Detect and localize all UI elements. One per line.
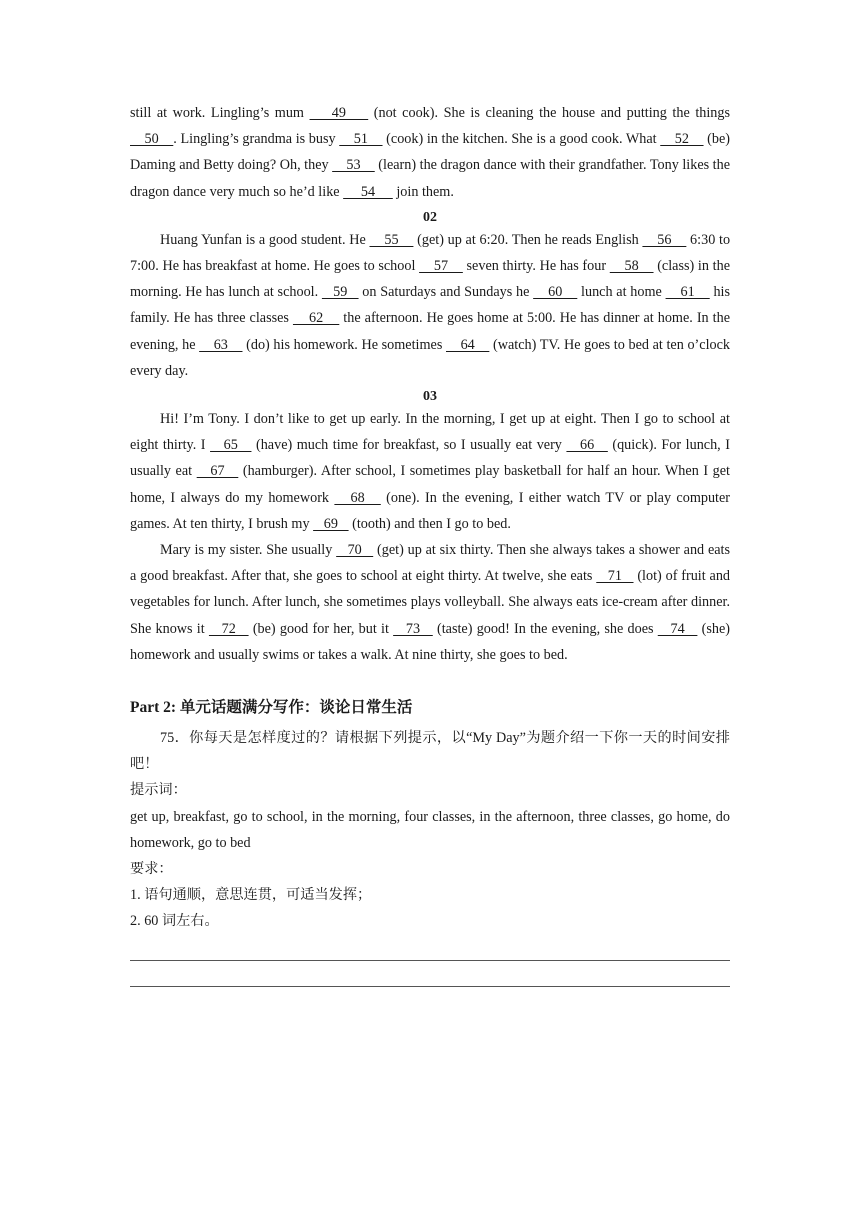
passage-03-paragraph-2: [130, 537, 730, 668]
answer-blank[interactable]: 59: [321, 284, 359, 301]
section-heading-03: 03: [423, 389, 437, 405]
passage-text: still at work. Lingling’s mum: [130, 105, 310, 121]
section-heading-02: 02: [423, 209, 437, 225]
passage-text: (get) up at six thirty. Then she always takes a shower and eats a good breakfast. After that, she goes to school at eight thirty. At twelve, she eats: [130, 542, 731, 585]
passage-text: (one). In the evening, I either watch TV or play computer games. At ten thirty, I brush my: [130, 489, 731, 532]
passage-text: (she) homework and usually swims or takes a walk. At nine thirty, she goes to bed.: [130, 620, 731, 663]
passage-text: lunch at home: [577, 284, 666, 301]
passage-text: on Saturdays and Sundays he: [358, 284, 534, 301]
part-2-title: Part 2: 单元话题满分写作：谈论日常生活: [130, 699, 413, 717]
answer-blank[interactable]: 68: [334, 489, 381, 506]
passage-text: Huang Yunfan is a good student. He: [160, 231, 370, 248]
passage-text: (be) Daming and Betty doing? Oh, they: [130, 131, 731, 174]
requirements-label: 要求：: [130, 861, 173, 878]
answer-blank[interactable]: 62: [292, 310, 340, 327]
passage-text: 6:30 to 7:00. He has breakfast at home. He goes to school: [130, 231, 731, 275]
passage-text: the afternoon. He goes home at 5:00. He has dinner at home. In the evening, he: [130, 310, 730, 353]
passage-text: Mary is my sister. She usually: [160, 542, 337, 559]
document-page: [130, 100, 730, 987]
answer-blank[interactable]: 55: [369, 231, 414, 248]
passage-text: (learn) the dragon dance with their grandfather. Tony likes the dragon dance very much so he’d like: [130, 157, 731, 200]
passage-02-paragraph: [130, 227, 730, 384]
answer-blank[interactable]: 69: [313, 515, 349, 532]
answer-blank[interactable]: 71: [596, 568, 634, 585]
question-75-prompt: 75．你每天是怎样度过的？请根据下列提示，以“My Day”为题介绍一下你一天的时间安排吧！: [130, 730, 730, 773]
passage-text: seven thirty. He has four: [462, 258, 610, 275]
hint-label: 提示词：: [130, 782, 187, 799]
passage-text: his family. He has three classes: [130, 284, 731, 327]
passage-03-paragraph-1: [130, 406, 730, 537]
answer-blank[interactable]: 58: [609, 258, 654, 275]
answer-blank[interactable]: 74: [657, 620, 698, 637]
passage-text: . Lingling’s grandma is busy: [173, 131, 340, 148]
answer-blank[interactable]: 63: [199, 336, 243, 353]
passage-text: join them.: [392, 183, 454, 200]
passage-text: (do) his homework. He sometimes: [242, 336, 446, 353]
hint-words: get up, breakfast, go to school, in the morning, four classes, in the afternoon, three classes, go home, do homework, go to bed: [130, 808, 730, 851]
answer-blank[interactable]: 64: [446, 336, 490, 353]
answer-line-2[interactable]: [130, 986, 730, 987]
passage-text: (not cook). She is cleaning the house and putting the things: [368, 105, 731, 121]
answer-blank[interactable]: 61: [665, 284, 710, 301]
passage-text: (taste) good! In the evening, she does: [432, 620, 658, 637]
answer-blank[interactable]: 52: [660, 131, 704, 148]
passage-01-paragraph: [130, 100, 730, 205]
answer-blank[interactable]: 51: [339, 131, 383, 148]
answer-line-1[interactable]: [130, 960, 730, 961]
answer-blank[interactable]: 56: [642, 231, 687, 248]
requirement-2: 2. 60 词左右。: [130, 913, 219, 930]
answer-blank[interactable]: 49: [309, 105, 369, 121]
passage-text: (get) up at 6:20. Then he reads English: [413, 231, 643, 248]
answer-blank[interactable]: 60: [533, 284, 578, 301]
passage-text: (hamburger). After school, I sometimes play basketball for half an hour. When I get home, I always do my homework: [130, 463, 730, 506]
answer-blank[interactable]: 54: [343, 183, 393, 200]
passage-text: (cook) in the kitchen. She is a good cook. What: [382, 131, 661, 148]
passage-text: Hi! I’m Tony. I don’t like to get up early. In the morning, I get up at eight. Then I go to school at eight thirty. I: [130, 411, 730, 454]
answer-blank[interactable]: 57: [419, 258, 463, 275]
answer-blank[interactable]: 50: [130, 131, 174, 148]
passage-text: (class) in the morning. He has lunch at school.: [130, 258, 730, 301]
answer-blank[interactable]: 66: [566, 437, 608, 454]
requirement-1: 1. 语句通顺，意思连贯，可适当发挥；: [130, 887, 372, 904]
answer-blank[interactable]: 72: [208, 620, 249, 637]
answer-blank[interactable]: 65: [210, 437, 252, 454]
passage-text: (lot) of fruit and vegetables for lunch. After lunch, she sometimes plays volleyball. She always eats ice-cream after dinner. She knows it: [130, 568, 731, 637]
passage-text: (be) good for her, but it: [248, 620, 394, 637]
passage-text: (watch) TV. He goes to bed at ten o’clock every day.: [130, 336, 731, 379]
answer-blank[interactable]: 70: [336, 542, 374, 559]
answer-blank[interactable]: 73: [393, 620, 433, 637]
passage-text: (have) much time for breakfast, so I usually eat very: [251, 437, 567, 454]
passage-text: (tooth) and then I go to bed.: [348, 515, 511, 532]
answer-blank[interactable]: 53: [332, 157, 375, 174]
answer-blank[interactable]: 67: [196, 463, 239, 480]
passage-text: (quick). For lunch, I usually eat: [130, 437, 730, 480]
